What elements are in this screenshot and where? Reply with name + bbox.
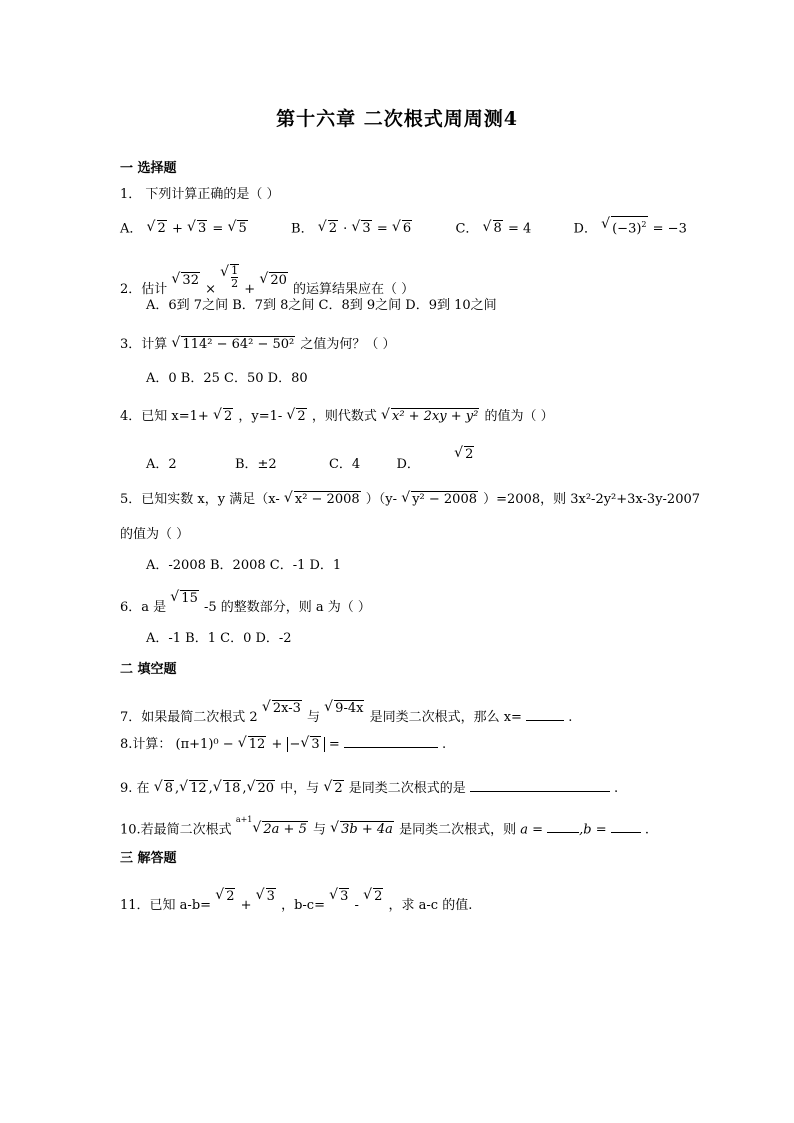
sqrt-2: √ 2 — [214, 407, 233, 427]
question-9-stem: 9. 在 √ 8 ,√ 12 ,√ 18 ,√ 20 中，与 √ 2 是同类二次根式的是 . — [120, 777, 618, 799]
sqrt-3b-plus-4a: √ 3b + 4a — [331, 820, 394, 840]
q9-suffix: 是同类二次根式的是 — [348, 781, 466, 796]
sqrt-5: √ 5 — [228, 219, 247, 239]
sqrt-3: √ 3 — [257, 887, 276, 907]
sqrt-8: √ 8 — [484, 219, 503, 239]
minus-sign: - — [354, 898, 359, 913]
q4-mid: ，y=1- — [238, 409, 283, 424]
equals-value: = 4 — [507, 221, 532, 237]
q8-expr: (π+1)⁰ − — [175, 737, 238, 752]
option-d: D． — [396, 457, 420, 472]
sqrt-2: √ 2 — [148, 219, 167, 239]
q4-suffix: 的值为（ ） — [484, 409, 554, 424]
question-3-stem — [120, 335, 396, 355]
question-8-stem — [120, 733, 446, 755]
answer-blank[interactable] — [526, 706, 564, 721]
sqrt-2x-3: √ 2x-3 — [263, 699, 302, 719]
q9-prefix: 9. 在 — [120, 781, 150, 796]
sqrt-18: √ 18 — [214, 779, 242, 799]
q9-mid: 中，与 — [280, 781, 320, 796]
q10-end: . — [644, 822, 650, 838]
sqrt-expression: √ x² − 2008 — [285, 490, 361, 510]
q6-suffix: -5 的整数部分，则 a 为（ ） — [203, 600, 371, 615]
option-b-label: B． — [291, 221, 314, 237]
b-equals: ,b = — [579, 822, 611, 838]
q10-mid: 与 — [312, 822, 326, 838]
answer-blank[interactable] — [344, 733, 438, 748]
section-choice: 一 选择题 — [120, 161, 177, 176]
sqrt-12: √ 12 — [180, 779, 208, 799]
equals-sign: = — [212, 221, 228, 237]
absolute-value: −√ 3 — [287, 737, 325, 752]
dot-sign: · — [343, 221, 348, 237]
question-2-options: A．6到 7之间 B．7到 8之间 C．8到 9之间 D．9到 10之间 — [146, 298, 497, 313]
question-11-stem — [120, 889, 473, 916]
q4-prefix: 4．已知 x=1+ — [120, 409, 209, 424]
question-5-stem — [120, 490, 700, 510]
q9-end: . — [614, 781, 619, 796]
sqrt-12: √ 12 — [239, 735, 267, 755]
q3-prefix: 3．计算 — [120, 337, 168, 352]
option-c: C．4 — [328, 457, 361, 472]
sqrt-3: √ 3 — [352, 219, 371, 239]
sqrt-2: √ 2 — [319, 219, 338, 239]
q5-prefix: 5．已知实数 x，y 满足（x- — [120, 492, 280, 507]
a-equals: a = — [520, 822, 548, 838]
sqrt-2: √ 2 — [364, 887, 383, 907]
question-1-options — [120, 216, 687, 239]
q7-prefix: 7．如果最简二次根式 2 — [120, 710, 258, 725]
plus-sign: + — [271, 737, 287, 752]
sqrt-2: √ 2 — [324, 779, 343, 799]
option-a-label: A． — [120, 221, 143, 237]
sqrt-3: √ 3 — [330, 887, 349, 907]
equals-value: = −3 — [652, 221, 687, 237]
plus-sign: + — [171, 221, 183, 237]
option-d-label: D． — [573, 221, 597, 237]
question-5-options: A．-2008 B．2008 C．-1 D．1 — [146, 558, 342, 573]
sqrt-2: √ 2 — [455, 445, 474, 465]
option-c-label: C． — [455, 221, 479, 237]
sqrt-20: √ 20 — [247, 779, 275, 799]
question-4-stem — [120, 407, 554, 427]
q11-prefix: 11．已知 a-b= — [120, 898, 212, 913]
sqrt-2: √ 2 — [216, 887, 235, 907]
question-5-line2: 的值为（ ） — [120, 527, 190, 542]
equals-sign: = — [376, 221, 392, 237]
sqrt-8: √ 8 — [155, 779, 174, 799]
q8-end: . — [442, 737, 447, 752]
question-4-options — [146, 447, 475, 475]
sqrt-neg3-squared: √ $(-3)^2$ — [602, 216, 647, 239]
plus-sign: + — [244, 282, 256, 297]
sqrt-expression: √ 114² − 64² − 50² — [172, 335, 295, 355]
q5-suffix: ）=2008，则 3x²-2y²+3x-3y-2007 — [483, 492, 701, 507]
q7-mid: 与 — [307, 710, 321, 725]
times-sign: × — [205, 282, 217, 297]
q2-prefix: 2．估计 — [120, 282, 168, 297]
q2-suffix: 的运算结果应在（ ） — [293, 282, 415, 297]
root-2a-plus-5: √ 2a + 5 — [253, 820, 307, 840]
option-b: B．±2 — [234, 457, 277, 472]
sqrt-32: √ 32 — [172, 271, 200, 291]
question-6-stem — [120, 591, 371, 618]
q7-end: . — [568, 710, 573, 725]
section-answer: 三 解答题 — [120, 851, 177, 866]
q10-suffix: 是同类二次根式，则 — [399, 822, 517, 838]
q5-mid: ）（y- — [365, 492, 398, 507]
question-10-stem — [120, 816, 649, 840]
equals-sign: = — [328, 737, 340, 752]
root-index: a+1 — [235, 815, 253, 824]
sqrt-expression: √ x² + 2xy + y² — [382, 407, 479, 427]
sqrt-6: √ 6 — [393, 219, 412, 239]
sqrt-15: √ 15 — [171, 589, 199, 609]
question-1-stem: 1． 下列计算正确的是（ ） — [120, 187, 280, 202]
sqrt-one-half: √ $\frac{1}{2}$ — [221, 264, 239, 294]
q3-suffix: 之值为何？（ ） — [300, 337, 396, 352]
question-7-stem — [120, 701, 573, 728]
sqrt-2: √ 2 — [287, 407, 306, 427]
q7-suffix: 是同类二次根式，那么 x= — [369, 710, 522, 725]
answer-blank-b[interactable] — [611, 818, 641, 833]
sqrt-9-4x: √ 9-4x — [325, 699, 364, 719]
sqrt-3: √ 3 — [188, 219, 207, 239]
q11-suffix: ，求 a-c 的值. — [388, 898, 473, 913]
option-a: A．2 — [146, 457, 177, 472]
sqrt-20: √ 20 — [260, 271, 288, 291]
section-fill: 二 填空题 — [120, 662, 177, 677]
page-title: 第十六章 二次根式周周测4 — [276, 108, 518, 130]
answer-blank-a[interactable] — [547, 818, 579, 833]
question-6-options: A．-1 B．1 C．0 D．-2 — [146, 631, 292, 646]
answer-blank[interactable] — [470, 777, 610, 792]
q10-prefix: 10.若最简二次根式 — [120, 822, 232, 838]
q6-prefix: 6．a 是 — [120, 600, 167, 615]
q4-mid: ，则代数式 — [311, 409, 377, 424]
plus-sign: + — [240, 898, 252, 913]
sqrt-expression: √ y² − 2008 — [402, 490, 478, 510]
q8-prefix: 8.计算： — [120, 737, 172, 752]
question-3-options: A．0 B．25 C．50 D．80 — [146, 371, 308, 386]
q11-mid: ，b-c= — [281, 898, 325, 913]
